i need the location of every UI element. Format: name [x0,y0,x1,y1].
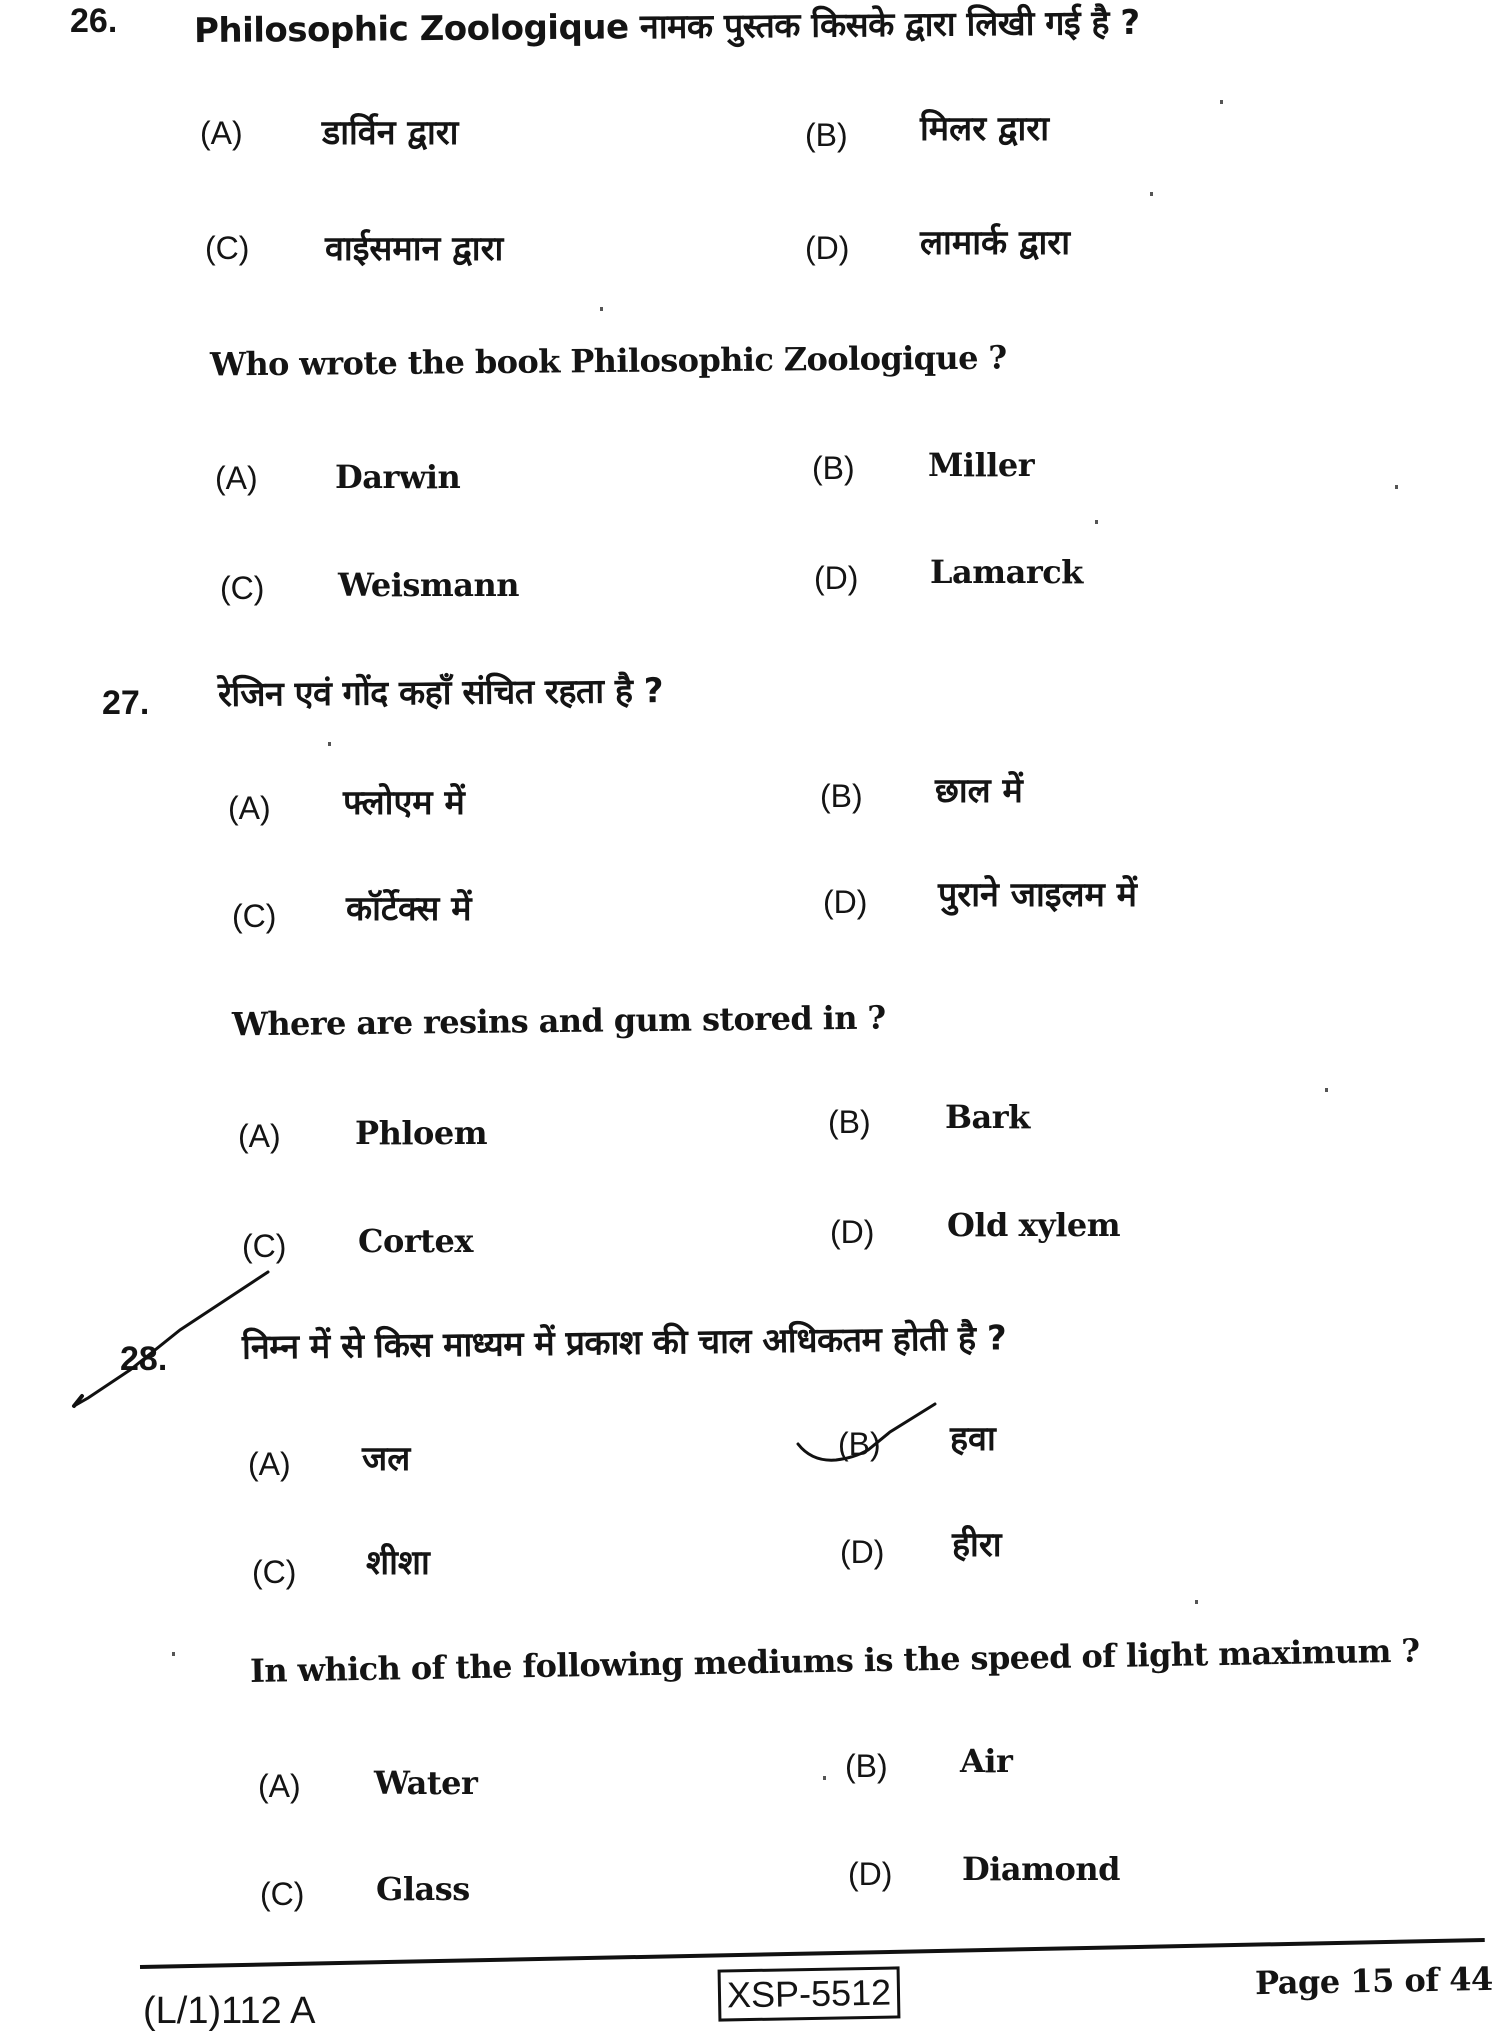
option-text-hindi: लामार्क द्वारा [920,223,1071,263]
option-label: (A) [200,115,243,151]
question-number: 28. [120,1340,168,1378]
option-label: (A) [215,460,258,496]
question-text-english: In which of the following mediums is the speed of light maximum ? [249,1631,1420,1690]
option-label: (A) [248,1446,291,1482]
option-text-english: Glass [376,1870,470,1908]
scan-speck [823,1776,826,1780]
option-text-hindi: मिलर द्वारा [920,109,1050,149]
scan-speck [1325,1088,1328,1092]
option-text-english: Bark [945,1098,1030,1136]
option-label: (A) [238,1118,281,1154]
option-label: (B) [812,450,855,486]
option-label: (B) [805,117,848,153]
option-label: (D) [823,884,868,920]
scan-speck [1095,520,1098,524]
option-label: (A) [228,790,271,826]
scan-speck [328,742,331,746]
option-label: (C) [260,1876,305,1912]
tick-mark-icon [74,1272,268,1406]
scan-speck [1195,1600,1198,1604]
scan-speck [1150,192,1153,196]
question-text-hindi: निम्न में से किस माध्यम में प्रकाश की चाल अधिकतम होती है ? [241,1318,1007,1368]
option-label: (C) [232,898,277,934]
option-label: (B) [820,778,863,814]
option-text-hindi: शीशा [366,1543,430,1583]
option-text-english: Weismann [338,566,519,604]
question-number: 26. [70,2,118,40]
option-text-english: Air [960,1742,1013,1780]
option-text-english: Darwin [335,458,461,496]
question-text-english: Where are resins and gum stored in ? [231,998,886,1044]
question-text-hindi: रेजिन एवं गोंद कहाँ संचित रहता है ? [217,671,664,715]
option-label: (B) [845,1748,888,1784]
option-text-hindi: हीरा [952,1525,1002,1565]
option-label: (A) [258,1768,301,1804]
option-label: (D) [848,1856,893,1892]
option-text-english: Old xylem [947,1206,1121,1244]
option-text-english: Lamarck [930,553,1083,591]
scan-speck [172,1652,175,1656]
option-label: (D) [805,230,850,266]
option-label: (C) [205,230,250,266]
option-label: (D) [840,1534,885,1570]
option-text-hindi: जल [362,1439,411,1479]
option-label: (D) [814,560,859,596]
scan-speck [1395,485,1398,489]
option-text-english: Cortex [358,1222,473,1260]
option-text-hindi: वाईसमान द्वारा [325,229,504,269]
option-label: (B) [838,1426,881,1462]
option-text-english: Diamond [962,1850,1120,1888]
option-text-hindi: हवा [950,1419,996,1459]
option-text-english: Phloem [355,1114,488,1152]
option-label: (D) [830,1214,875,1250]
option-label: (C) [220,570,265,606]
option-text-english: Water [374,1764,478,1802]
question-number: 27. [102,684,150,722]
paper-code: (L/1)112 A [143,1990,316,2032]
option-text-english: Miller [928,446,1035,484]
option-label: (C) [242,1228,287,1264]
page-number: Page 15 of 44 [1254,1959,1494,2003]
option-text-hindi: कॉर्टेक्स में [346,889,472,929]
option-text-hindi: फ्लोएम में [343,783,465,823]
question-text-english: Who wrote the book Philosophic Zoologique ? [209,338,1007,384]
option-text-hindi: डार्विन द्वारा [322,113,459,153]
option-label: (B) [828,1104,871,1140]
option-text-hindi: छाल में [935,771,1023,811]
option-text-hindi: पुराने जाइलम में [938,875,1138,915]
question-text-hindi: Philosophic Zoologique नामक पुस्तक किसके द्वारा लिखी गई है ? [193,2,1140,52]
scan-speck [600,307,603,311]
series-code-box: XSP-5512 [718,1966,901,2021]
option-label: (C) [252,1554,297,1590]
scan-speck [1220,100,1223,104]
